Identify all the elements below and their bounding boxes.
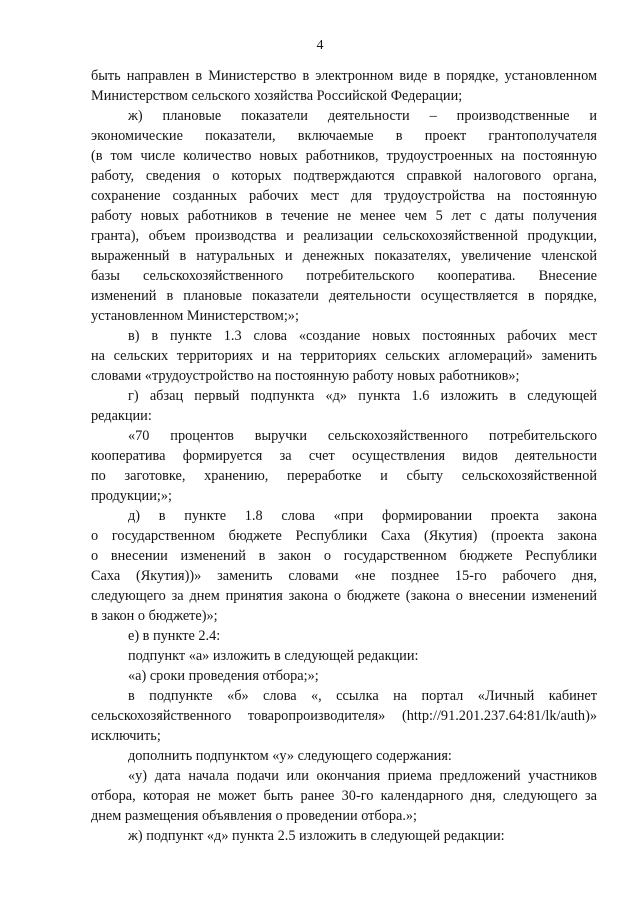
text-line: редакции: <box>91 408 152 424</box>
text-line: «а) сроки проведения отбора;»; <box>128 668 319 684</box>
text-line: ж) плановые показатели деятельности – производственные и <box>128 108 597 124</box>
text-line: выраженный в натуральных и денежных показателях, увеличение членской <box>91 248 597 264</box>
text-line: работу новых работников в течение не менее чем 5 лет с даты получения <box>91 208 597 224</box>
text-line: следующего за днем принятия закона о бюджете (закона о внесении изменений <box>91 588 597 604</box>
text-line: в подпункте «б» слова «, ссылка на портал «Личный кабинет <box>128 688 597 704</box>
text-line: в) в пункте 1.3 слова «создание новых постоянных рабочих мест <box>128 328 597 344</box>
text-line: «70 процентов выручки сельскохозяйственного потребительского <box>128 428 597 444</box>
text-line: Саха (Якутия))» заменить словами «не позднее 15-го рабочего дня, <box>91 568 597 584</box>
text-line: в закон о бюджете)»; <box>91 608 218 624</box>
document-body <box>91 66 597 846</box>
text-line: продукции;»; <box>91 488 172 504</box>
text-line: словами «трудоустройство на постоянную работу новых работников»; <box>91 368 520 384</box>
text-line: о внесении изменений в закон о государственном бюджете Республики <box>91 548 597 564</box>
text-line: Министерством сельского хозяйства Российской Федерации; <box>91 88 463 104</box>
text-line: экономические показатели, включаемые в проект грантополучателя <box>91 128 597 144</box>
text-line: «у) дата начала подачи или окончания приема предложений участников <box>128 768 597 784</box>
text-line: исключить; <box>91 728 161 744</box>
text-line: быть направлен в Министерство в электронном виде в порядке, установленном <box>91 68 597 84</box>
text-line: подпункт «а» изложить в следующей редакции: <box>128 648 419 664</box>
text-line: д) в пункте 1.8 слова «при формировании проекта закона <box>128 508 597 524</box>
page-number: 4 <box>316 38 324 53</box>
text-line: г) абзац первый подпункта «д» пункта 1.6 изложить в следующей <box>128 388 597 404</box>
text-line: установленном Министерством;»; <box>91 308 299 324</box>
text-line: о государственном бюджете Республики Саха (Якутия) (проекта закона <box>91 528 597 544</box>
text-line: ж) подпункт «д» пункта 2.5 изложить в следующей редакции: <box>128 828 505 844</box>
text-line: е) в пункте 2.4: <box>128 628 221 644</box>
text-line: изменений в плановые показатели деятельности осуществляется в порядке, <box>91 288 597 304</box>
text-line: гранта), объем производства и реализации сельскохозяйственной продукции, <box>91 228 597 244</box>
text-line: отбора, которая не может быть ранее 30-го календарного дня, следующего за <box>91 788 597 804</box>
text-line: дополнить подпунктом «у» следующего содержания: <box>128 748 452 764</box>
text-line: сельскохозяйственного товаропроизводителя» (http://91.201.237.64:81/lk/auth)» <box>91 708 597 724</box>
text-line: днем размещения объявления о проведении отбора.»; <box>91 808 418 824</box>
text-line: кооператива формируется за счет осуществления видов деятельности <box>91 448 597 464</box>
text-line: по заготовке, хранению, переработке и сбыту сельскохозяйственной <box>91 468 597 484</box>
text-line: (в том числе количество новых работников, трудоустроенных на постоянную <box>91 148 597 164</box>
text-line: сохранение созданных рабочих мест для трудоустройства на постоянную <box>91 188 597 204</box>
text-line: на сельских территориях и на территориях сельских агломераций» заменить <box>91 348 597 364</box>
text-line: базы сельскохозяйственного потребительского кооператива. Внесение <box>91 268 597 284</box>
text-line: работу, сведения о которых подтверждаются справкой налогового органа, <box>91 168 597 184</box>
